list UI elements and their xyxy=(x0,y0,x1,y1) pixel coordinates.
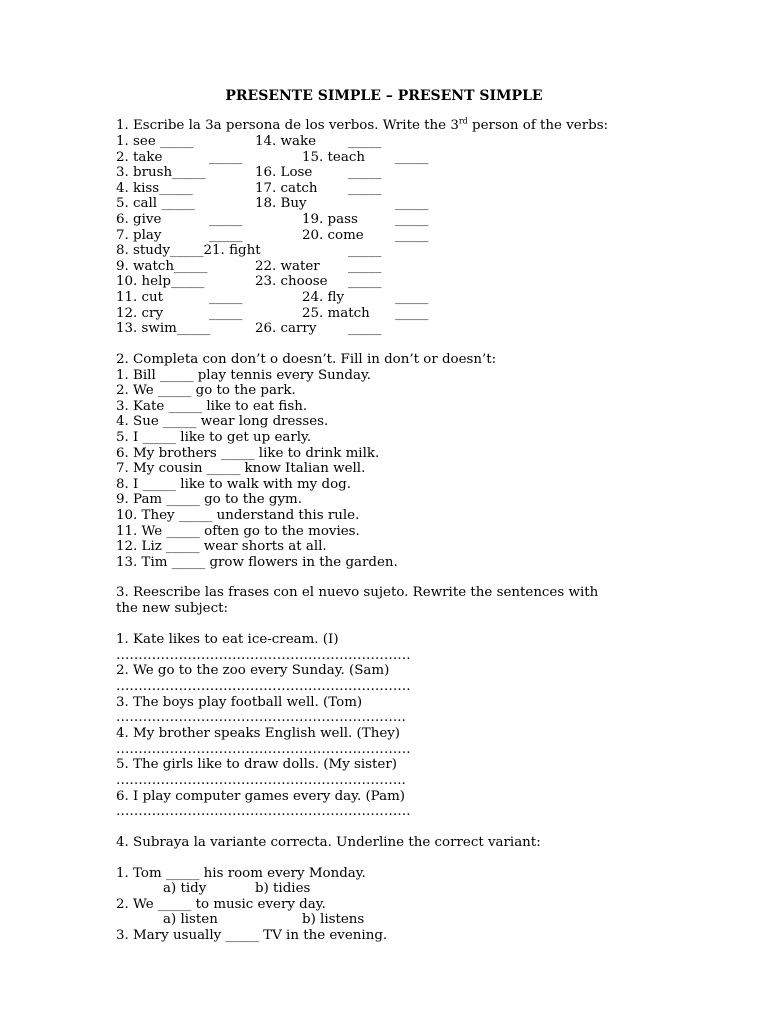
ex1-row-11-rcol: 24. fly xyxy=(302,290,345,305)
ex1-heading xyxy=(116,118,608,134)
ex4-question-3: 3. Mary usually _____ TV in the evening. xyxy=(116,928,388,943)
ex1-row-2-mid: _____ xyxy=(209,149,243,165)
ex2-item-5: 5. I _____ like to get up early. xyxy=(116,429,312,445)
worksheet-title: PRESENTE SIMPLE – PRESENT SIMPLE xyxy=(225,88,543,104)
ex1-row-5-left: 5. call _____ xyxy=(116,196,195,212)
ex1-row-1-left: 1. see _____ xyxy=(116,134,194,149)
ex1-row-2-left: 2. take xyxy=(116,149,163,165)
ex3-item-4: 4. My brother speaks English well. (They) xyxy=(116,725,401,741)
ex3-answer-line-2: ………………………………………………………… xyxy=(116,678,411,694)
ex2-item-10: 10. They _____ understand this rule. xyxy=(116,507,360,523)
ex1-row-1-right: _____ xyxy=(348,134,382,149)
ex1-row-6-left: 6. give xyxy=(116,212,162,227)
ex1-row-13-right: _____ xyxy=(348,321,382,337)
ex1-row-1-mid: 14. wake xyxy=(255,134,317,149)
ex4-q2-option-b: b) listens xyxy=(302,912,365,927)
ex4-q1-option-b: b) tidies xyxy=(255,881,311,896)
ex1-row-9-mid: 22. water xyxy=(255,258,320,274)
ex1-row-7-left: 7. play xyxy=(116,227,162,243)
ex1-row-3-right: _____ xyxy=(348,165,382,181)
ex2-item-2: 2. We _____ go to the park. xyxy=(116,383,296,399)
ex3-item-5: 5. The girls like to draw dolls. (My sister) xyxy=(116,757,397,773)
ex2-item-9: 9. Pam _____ go to the gym. xyxy=(116,492,302,508)
ex3-item-3: 3. The boys play football well. (Tom) xyxy=(116,694,363,710)
ex2-heading: 2. Completa con don’t o doesn’t. Fill in don’t or doesn’t: xyxy=(116,352,497,367)
ex2-item-11: 11. We _____ often go to the movies. xyxy=(116,523,360,539)
ex1-heading-sup: rd xyxy=(458,116,468,126)
ex3-answer-line-4: ………………………………………………………… xyxy=(116,741,411,757)
ex1-row-9-left: 9. watch_____ xyxy=(116,258,208,274)
ex1-row-4-right: _____ xyxy=(348,180,382,196)
ex1-row-10-mid: 23. choose xyxy=(255,274,328,290)
ex3-heading-line2: the new subject: xyxy=(116,601,228,616)
ex1-row-7-rcol: 20. come xyxy=(302,227,364,243)
ex2-item-4: 4. Sue _____ wear long dresses. xyxy=(116,414,329,430)
ex1-row-4-mid: 17. catch xyxy=(255,180,318,196)
ex3-answer-line-5: ……………………………………………………….. xyxy=(116,772,406,788)
ex2-item-6: 6. My brothers _____ like to drink milk. xyxy=(116,445,380,461)
ex1-row-3-mid: 16. Lose xyxy=(255,165,313,181)
ex2-item-3: 3. Kate _____ like to eat fish. xyxy=(116,398,308,414)
ex4-heading: 4. Subraya la variante correcta. Underline the correct variant: xyxy=(116,835,541,850)
ex1-row-6-mid: _____ xyxy=(209,212,243,227)
ex1-row-11-rblank: _____ xyxy=(395,290,429,305)
ex1-row-12-rblank: _____ xyxy=(395,305,429,321)
ex1-row-12-rcol: 25. match xyxy=(302,305,370,321)
ex1-row-2-rblank: _____ xyxy=(395,149,429,165)
ex1-row-9-right: _____ xyxy=(348,258,382,274)
ex4-question-1: 1. Tom _____ his room every Monday. xyxy=(116,866,366,881)
ex1-row-4-left: 4. kiss_____ xyxy=(116,180,193,196)
ex3-item-6: 6. I play computer games every day. (Pam) xyxy=(116,788,405,804)
ex1-row-11-left: 11. cut xyxy=(116,290,164,305)
ex1-row-10-left: 10. help_____ xyxy=(116,274,205,290)
ex1-row-6-rcol: 19. pass xyxy=(302,212,358,227)
ex1-heading-tail: person of the verbs: xyxy=(467,118,609,133)
ex2-item-1: 1. Bill _____ play tennis every Sunday. xyxy=(116,367,371,383)
ex1-row-8-left: 8. study_____21. fight xyxy=(116,243,261,259)
ex4-q1-option-a: a) tidy xyxy=(163,881,207,896)
ex1-row-5-mid: 18. Buy xyxy=(255,196,307,212)
ex3-heading-line1: 3. Reescribe las frases con el nuevo sujeto. Rewrite the sentences with xyxy=(116,585,599,600)
ex1-row-3-left: 3. brush_____ xyxy=(116,165,206,181)
ex3-item-2: 2. We go to the zoo every Sunday. (Sam) xyxy=(116,663,390,679)
ex1-row-8-right: _____ xyxy=(348,243,382,259)
ex1-row-13-left: 13. swim_____ xyxy=(116,321,211,337)
ex4-question-2: 2. We _____ to music every day. xyxy=(116,897,326,912)
ex1-row-12-mid: _____ xyxy=(209,305,243,321)
ex3-answer-line-1: ………………………………………………………… xyxy=(116,647,411,663)
ex1-row-7-rblank: _____ xyxy=(395,227,429,243)
ex1-row-5-rblank: _____ xyxy=(395,196,429,212)
ex3-answer-line-3: ……………………………………………………….. xyxy=(116,710,406,726)
ex2-item-12: 12. Liz _____ wear shorts at all. xyxy=(116,539,327,555)
ex1-row-10-right: _____ xyxy=(348,274,382,290)
ex3-answer-line-6: ………………………………………………………… xyxy=(116,804,411,820)
ex1-row-13-mid: 26. carry xyxy=(255,321,317,337)
ex2-item-8: 8. I _____ like to walk with my dog. xyxy=(116,476,351,492)
ex1-row-11-mid: _____ xyxy=(209,290,243,305)
ex1-heading-text: 1. Escribe la 3a persona de los verbos. Write the 3 xyxy=(116,118,459,133)
ex1-row-6-rblank: _____ xyxy=(395,212,429,227)
ex4-q2-option-a: a) listen xyxy=(163,912,218,927)
ex1-row-7-mid: _____ xyxy=(209,227,243,243)
ex1-row-2-rcol: 15. teach xyxy=(302,149,365,165)
ex3-item-1: 1. Kate likes to eat ice-cream. (I) xyxy=(116,632,339,647)
ex1-row-12-left: 12. cry xyxy=(116,305,164,321)
ex2-item-13: 13. Tim _____ grow flowers in the garden. xyxy=(116,554,398,570)
ex2-item-7: 7. My cousin _____ know Italian well. xyxy=(116,461,366,477)
